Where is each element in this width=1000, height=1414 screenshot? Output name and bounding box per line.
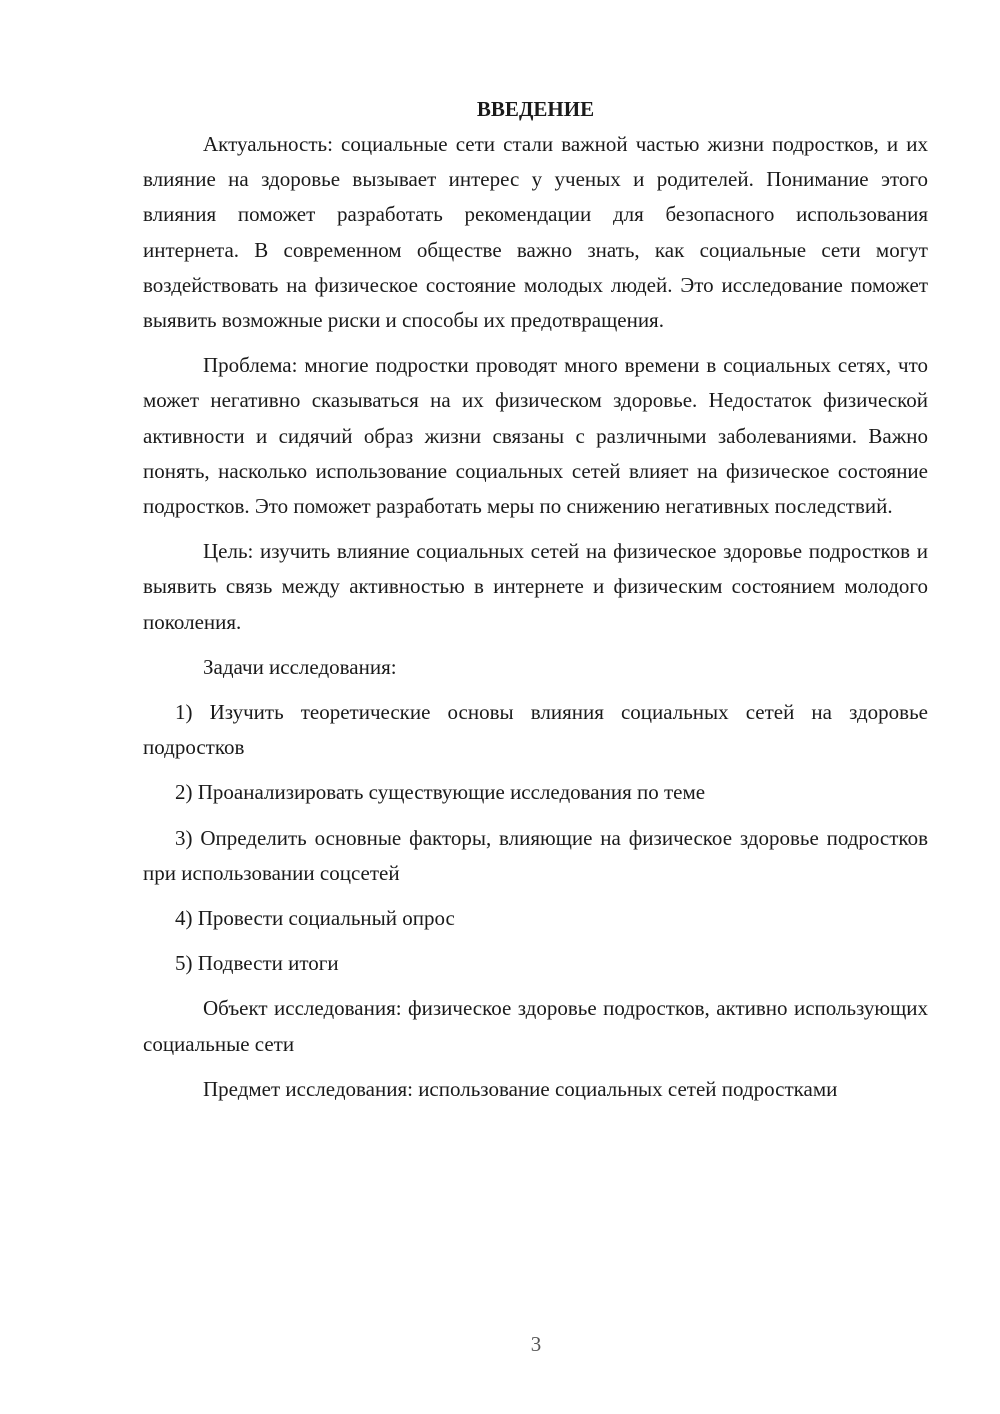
- paragraph-relevance: Актуальность: социальные сети стали важной частью жизни подростков, и их влияние на здоровье вызывает интерес у ученых и родителей. Понимание этого влияния поможет разработать рекомендации для безопасного использования интернета. В современном обществе важно знать, как социальные сети могут воздействовать на физическое состояние молодых людей. Это исследование поможет выявить возможные риски и способы их предотвращения.: [143, 132, 928, 333]
- task-item-4: 4) Провести социальный опрос: [175, 906, 455, 931]
- task-item-3: 3) Определить основные факторы, влияющие на физическое здоровье подростков при использовании соцсетей: [143, 825, 928, 885]
- task-item-2: 2) Проанализировать существующие исследования по теме: [175, 780, 706, 805]
- page-number: 3: [530, 1332, 542, 1356]
- document-page: [143, 92, 928, 1117]
- task-item-1: 1) Изучить теоретические основы влияния социальных сетей на здоровье подростков: [143, 700, 928, 760]
- paragraph-subject: Предмет исследования: использование социальных сетей подростками: [203, 1076, 838, 1101]
- tasks-heading: Задачи исследования:: [203, 654, 397, 679]
- paragraph-goal: Цель: изучить влияние социальных сетей на физическое здоровье подростков и выявить связь между активностью в интернете и физическим состоянием молодого поколения.: [143, 539, 928, 634]
- paragraph-problem: Проблема: многие подростки проводят много времени в социальных сетях, что может негативно сказываться на их физическом здоровье. Недостаток физической активности и сидячий образ жизни связаны с различными заболеваниями. Важно понять, насколько использование социальных сетей влияет на физическое состояние подростков. Это поможет разработать меры по снижению негативных последствий.: [143, 353, 928, 519]
- task-item-5: 5) Подвести итоги: [175, 951, 339, 976]
- paragraph-object: Объект исследования: физическое здоровье подростков, активно использующих социальные сети: [143, 996, 928, 1056]
- section-title: ВВЕДЕНИЕ: [476, 97, 595, 121]
